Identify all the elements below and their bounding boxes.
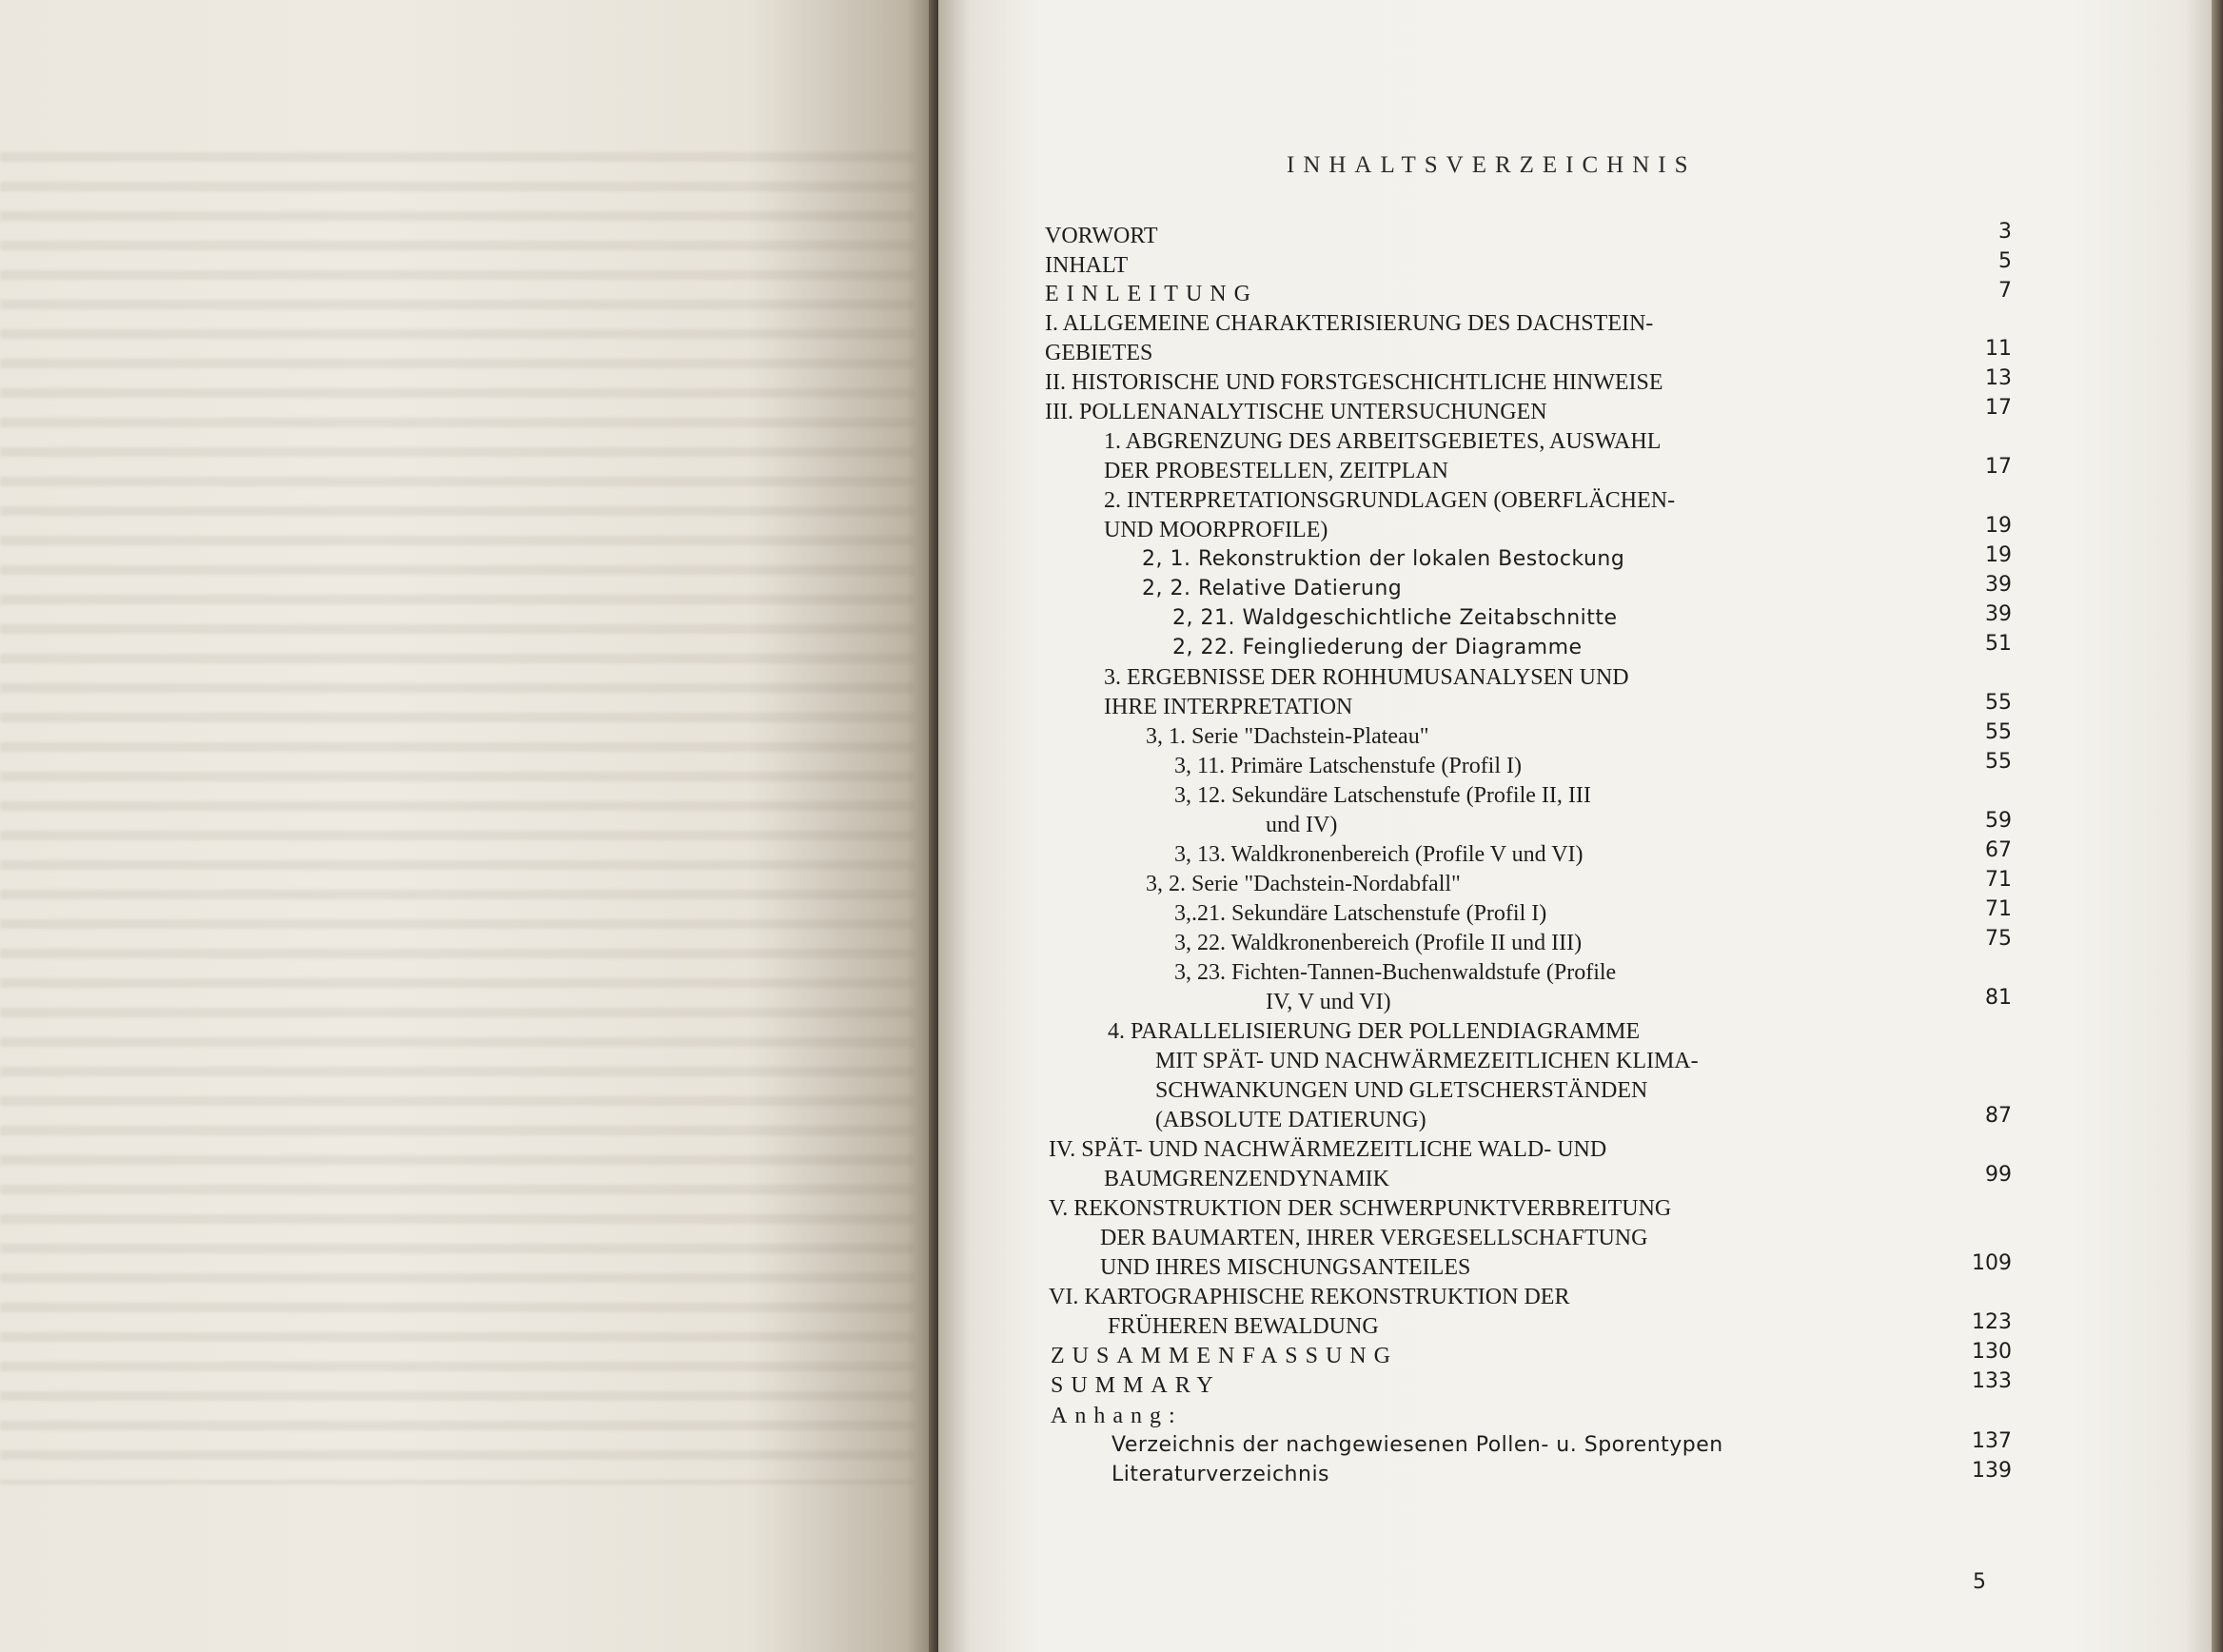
toc-page-number: 67 — [1985, 838, 2012, 862]
toc-page-number: 11 — [1985, 337, 2012, 361]
toc-page-number: 55 — [1985, 750, 2012, 774]
toc-entry-text: 2, 22. Feingliederung der Diagramme — [1172, 636, 1583, 659]
toc-page-number: 137 — [1972, 1429, 2012, 1453]
toc-page-number: 13 — [1985, 366, 2012, 390]
page-number: 5 — [1973, 1570, 1986, 1594]
toc-entry-text: 3, 23. Fichten-Tannen-Buchenwaldstufe (Profile — [1174, 960, 1617, 985]
toc-entry-text: Verzeichnis der nachgewiesenen Pollen- u. Sporentypen — [1112, 1433, 1723, 1457]
toc-entry-text: IV. SPÄT- UND NACHWÄRMEZEITLICHE WALD- UND — [1049, 1137, 1607, 1162]
toc-entry-text: II. HISTORISCHE UND FORSTGESCHICHTLICHE HINWEISE — [1045, 370, 1663, 395]
toc-entry-text: DER BAUMARTEN, IHRER VERGESELLSCHAFTUNG — [1100, 1226, 1648, 1250]
toc-page-number: 71 — [1985, 868, 2012, 892]
toc-page-number: 3 — [1998, 220, 2012, 244]
toc-entry-text: 3, 2. Serie "Dachstein-Nordabfall" — [1146, 872, 1461, 896]
toc-entry-text: 3, 11. Primäre Latschenstufe (Profil I) — [1174, 754, 1523, 778]
toc-entry-text: III. POLLENANALYTISCHE UNTERSUCHUNGEN — [1045, 400, 1547, 424]
toc-entry-text: Literaturverzeichnis — [1112, 1463, 1330, 1486]
toc-page-number: 17 — [1985, 455, 2012, 479]
toc-entry-text: 3. ERGEBNISSE DER ROHHUMUSANALYSEN UND — [1104, 665, 1629, 690]
toc-page-number: 5 — [1998, 249, 2012, 273]
toc-entry-text: 3,.21. Sekundäre Latschenstufe (Profil I) — [1174, 901, 1547, 926]
toc-entry-text: SCHWANKUNGEN UND GLETSCHERSTÄNDEN — [1155, 1078, 1648, 1103]
toc-entry-text: VI. KARTOGRAPHISCHE REKONSTRUKTION DER — [1049, 1285, 1570, 1309]
toc-entry-text: und IV) — [1266, 813, 1338, 837]
toc-entry-text: V. REKONSTRUKTION DER SCHWERPUNKTVERBREITUNG — [1049, 1196, 1672, 1221]
toc-entry-text: 1. ABGRENZUNG DES ARBEITSGEBIETES, AUSWAHL — [1104, 429, 1662, 454]
toc-entry-text: 4. PARALLELISIERUNG DER POLLENDIAGRAMME — [1108, 1019, 1641, 1044]
toc-entry-text: MIT SPÄT- UND NACHWÄRMEZEITLICHEN KLIMA- — [1155, 1049, 1699, 1073]
toc-page-number: 71 — [1985, 897, 2012, 921]
toc-entry-text: I. ALLGEMEINE CHARAKTERISIERUNG DES DACHSTEIN- — [1045, 311, 1654, 336]
toc-page-number: 87 — [1985, 1104, 2012, 1128]
toc-title: INHALTSVERZEICHNIS — [1287, 152, 1697, 178]
toc-page-number: 19 — [1985, 543, 2012, 567]
toc-entry-text: 3, 1. Serie "Dachstein-Plateau" — [1146, 724, 1429, 749]
toc-page-number: 39 — [1985, 602, 2012, 626]
toc-page-number: 109 — [1972, 1251, 2012, 1275]
toc-page-number: 81 — [1985, 986, 2012, 1010]
toc-page-number: 39 — [1985, 573, 2012, 597]
toc-page-number: 123 — [1972, 1310, 2012, 1334]
toc-page-number: 130 — [1972, 1340, 2012, 1364]
toc-entry-text: 2, 2. Relative Datierung — [1142, 577, 1403, 600]
toc-entry-text: 2, 21. Waldgeschichtliche Zeitabschnitte — [1172, 606, 1618, 630]
toc-entry-text: IV, V und VI) — [1266, 990, 1391, 1014]
toc-page-number: 51 — [1985, 632, 2012, 656]
toc-page-number: 59 — [1985, 809, 2012, 833]
toc-entry-text: 3, 22. Waldkronenbereich (Profile II und III) — [1174, 931, 1583, 955]
toc-entry-text: Anhang: — [1051, 1404, 1183, 1428]
toc-page-number: 19 — [1985, 514, 2012, 538]
toc-entry-text: DER PROBESTELLEN, ZEITPLAN — [1104, 459, 1448, 483]
toc-entry-text: 3, 13. Waldkronenbereich (Profile V und VI) — [1174, 842, 1584, 867]
toc-page-number: 75 — [1985, 927, 2012, 951]
toc-entry-text: IHRE INTERPRETATION — [1104, 695, 1353, 719]
toc-entry-text: UND MOORPROFILE) — [1104, 518, 1328, 542]
toc-entry-text: ZUSAMMENFASSUNG — [1051, 1344, 1398, 1368]
toc-entry-text: BAUMGRENZENDYNAMIK — [1104, 1167, 1389, 1191]
toc-page-number: 55 — [1985, 720, 2012, 744]
toc-page-number: 55 — [1985, 691, 2012, 715]
toc-page-number: 17 — [1985, 396, 2012, 420]
toc-entry-text: UND IHRES MISCHUNGSANTEILES — [1100, 1255, 1471, 1280]
toc-entry-text: 2, 1. Rekonstruktion der lokalen Bestockung — [1142, 547, 1625, 571]
toc-page-number: 139 — [1972, 1459, 2012, 1483]
toc-entry-text: 3, 12. Sekundäre Latschenstufe (Profile II, III — [1174, 783, 1591, 808]
toc-entry-text: GEBIETES — [1045, 341, 1153, 365]
toc-entry-text: FRÜHEREN BEWALDUNG — [1108, 1314, 1379, 1339]
toc-entry-text: VORWORT — [1045, 224, 1158, 248]
toc-entry-text: (ABSOLUTE DATIERUNG) — [1155, 1108, 1426, 1132]
toc-page-number: 7 — [1998, 279, 2012, 303]
toc-page-number: 99 — [1985, 1163, 2012, 1187]
toc-entry-text: EINLEITUNG — [1045, 282, 1258, 306]
toc-entry-text: 2. INTERPRETATIONSGRUNDLAGEN (OBERFLÄCHEN- — [1104, 488, 1676, 513]
toc-page-number: 133 — [1972, 1369, 2012, 1393]
toc-entry-text: SUMMARY — [1051, 1373, 1221, 1398]
toc-entry-text: INHALT — [1045, 253, 1129, 278]
